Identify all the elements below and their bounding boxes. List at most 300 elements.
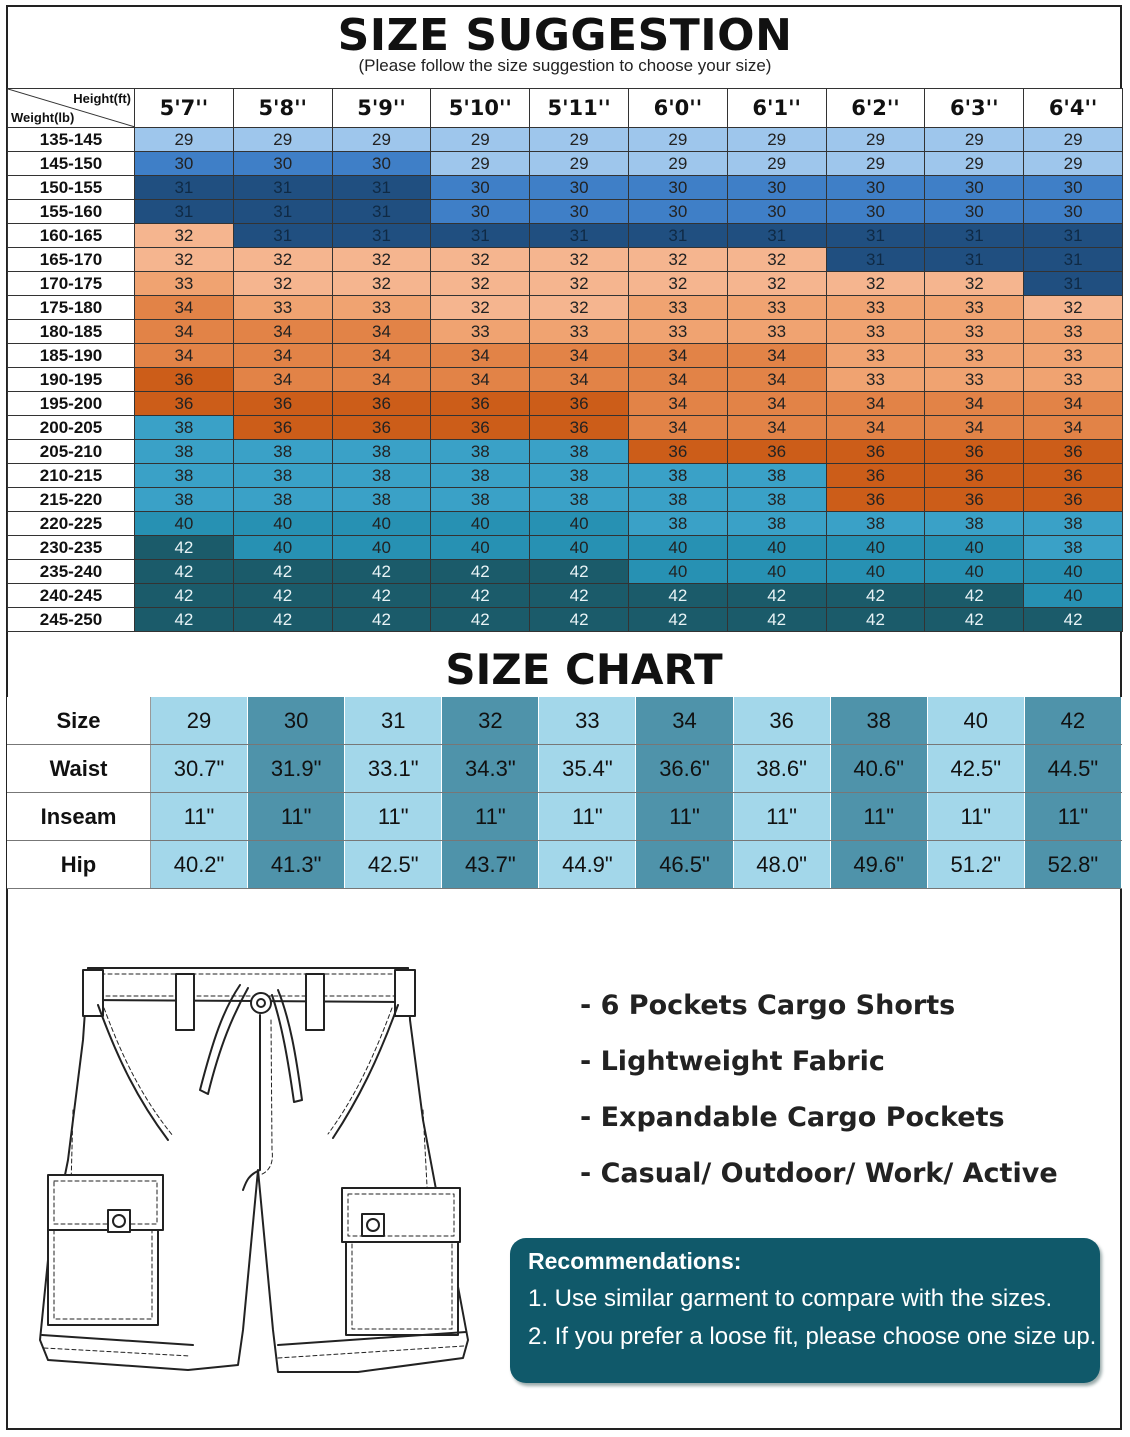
size-chart-cell: 11" xyxy=(442,793,539,841)
size-chart-cell: 11" xyxy=(830,793,927,841)
size-cell: 36 xyxy=(530,416,629,440)
size-cell: 36 xyxy=(1024,464,1123,488)
size-cell: 38 xyxy=(530,488,629,512)
size-chart-table xyxy=(7,697,1122,889)
size-cell: 33 xyxy=(727,320,826,344)
size-cell: 42 xyxy=(135,584,234,608)
table-row xyxy=(8,296,1123,320)
size-cell: 31 xyxy=(332,176,431,200)
size-chart-cell: 11" xyxy=(248,793,345,841)
weight-axis-label: Weight(lb) xyxy=(11,110,75,125)
size-suggestion-table xyxy=(7,88,1123,632)
weight-range-cell: 235-240 xyxy=(8,560,135,584)
size-chart-cell: 33.1" xyxy=(345,745,442,793)
size-cell: 42 xyxy=(628,608,727,632)
size-cell: 36 xyxy=(233,392,332,416)
size-chart-cell: 42 xyxy=(1024,697,1121,745)
size-suggestion-subtitle: (Please follow the size suggestion to choose your size) xyxy=(358,56,772,75)
size-cell: 32 xyxy=(925,272,1024,296)
size-cell: 38 xyxy=(727,488,826,512)
weight-range-cell: 175-180 xyxy=(8,296,135,320)
weight-range-cell: 190-195 xyxy=(8,368,135,392)
size-cell: 30 xyxy=(1024,200,1123,224)
size-cell: 31 xyxy=(233,224,332,248)
size-cell: 34 xyxy=(233,320,332,344)
size-cell: 42 xyxy=(233,560,332,584)
size-chart-cell: 41.3" xyxy=(248,841,345,889)
size-cell: 38 xyxy=(135,416,234,440)
height-header: 5'11'' xyxy=(530,89,629,128)
size-cell: 29 xyxy=(530,152,629,176)
size-cell: 40 xyxy=(135,512,234,536)
weight-range-cell: 165-170 xyxy=(8,248,135,272)
size-cell: 42 xyxy=(233,608,332,632)
size-cell: 31 xyxy=(925,248,1024,272)
size-cell: 33 xyxy=(925,344,1024,368)
size-cell: 42 xyxy=(628,584,727,608)
size-chart-cell: 11" xyxy=(927,793,1024,841)
size-cell: 33 xyxy=(925,296,1024,320)
size-cell: 32 xyxy=(530,248,629,272)
size-cell: 38 xyxy=(135,464,234,488)
size-cell: 29 xyxy=(332,128,431,152)
size-cell: 30 xyxy=(628,176,727,200)
recommendations-title: Recommendations: xyxy=(528,1248,742,1274)
size-cell: 38 xyxy=(727,464,826,488)
size-cell: 31 xyxy=(1024,272,1123,296)
size-cell: 34 xyxy=(233,344,332,368)
size-cell: 30 xyxy=(628,200,727,224)
size-cell: 29 xyxy=(826,128,925,152)
size-cell: 29 xyxy=(727,152,826,176)
size-cell: 34 xyxy=(332,344,431,368)
size-cell: 29 xyxy=(1024,128,1123,152)
size-cell: 42 xyxy=(826,608,925,632)
size-cell: 34 xyxy=(431,368,530,392)
size-cell: 38 xyxy=(233,488,332,512)
weight-range-cell: 195-200 xyxy=(8,392,135,416)
size-cell: 36 xyxy=(135,368,234,392)
size-cell: 34 xyxy=(727,344,826,368)
size-cell: 38 xyxy=(530,464,629,488)
size-chart-cell: 34 xyxy=(636,697,733,745)
table-row xyxy=(8,584,1123,608)
table-row xyxy=(8,272,1123,296)
recommendations-box xyxy=(510,1238,1100,1383)
size-cell: 29 xyxy=(925,152,1024,176)
size-cell: 34 xyxy=(431,344,530,368)
recommendation-item: 1. Use similar garment to compare with the sizes. xyxy=(528,1285,1053,1312)
size-cell: 42 xyxy=(332,608,431,632)
table-row xyxy=(7,841,1122,889)
size-cell: 31 xyxy=(135,200,234,224)
size-cell: 34 xyxy=(135,320,234,344)
size-suggestion-title: SIZE SUGGESTION xyxy=(337,10,793,61)
size-cell: 40 xyxy=(431,536,530,560)
size-chart-row-label: Inseam xyxy=(7,793,151,841)
size-chart-row-label: Hip xyxy=(7,841,151,889)
size-chart-cell: 29 xyxy=(151,697,248,745)
size-cell: 34 xyxy=(135,296,234,320)
size-cell: 40 xyxy=(1024,560,1123,584)
height-header: 6'1'' xyxy=(727,89,826,128)
size-cell: 36 xyxy=(1024,488,1123,512)
size-cell: 32 xyxy=(727,248,826,272)
size-cell: 33 xyxy=(332,296,431,320)
size-cell: 42 xyxy=(135,608,234,632)
feature-item: - 6 Pockets Cargo Shorts xyxy=(580,990,956,1021)
table-row xyxy=(8,248,1123,272)
size-cell: 31 xyxy=(431,224,530,248)
size-cell: 42 xyxy=(1024,608,1123,632)
size-cell: 31 xyxy=(826,224,925,248)
size-cell: 31 xyxy=(628,224,727,248)
feature-item: - Lightweight Fabric xyxy=(580,1046,885,1077)
size-cell: 38 xyxy=(1024,536,1123,560)
size-chart-cell: 46.5" xyxy=(636,841,733,889)
weight-range-cell: 185-190 xyxy=(8,344,135,368)
size-cell: 42 xyxy=(727,608,826,632)
size-chart-row-label: Waist xyxy=(7,745,151,793)
weight-range-cell: 180-185 xyxy=(8,320,135,344)
size-chart-row-label: Size xyxy=(7,697,151,745)
size-cell: 34 xyxy=(826,416,925,440)
table-row xyxy=(8,536,1123,560)
size-cell: 34 xyxy=(628,368,727,392)
size-cell: 42 xyxy=(530,584,629,608)
size-cell: 36 xyxy=(332,392,431,416)
size-cell: 42 xyxy=(135,536,234,560)
height-header: 5'8'' xyxy=(233,89,332,128)
table-row xyxy=(8,200,1123,224)
size-cell: 33 xyxy=(925,368,1024,392)
size-cell: 30 xyxy=(925,200,1024,224)
size-cell: 30 xyxy=(530,176,629,200)
height-header: 6'2'' xyxy=(826,89,925,128)
size-cell: 30 xyxy=(431,176,530,200)
size-cell: 34 xyxy=(925,392,1024,416)
size-cell: 34 xyxy=(727,392,826,416)
size-cell: 30 xyxy=(530,200,629,224)
size-cell: 32 xyxy=(135,224,234,248)
size-cell: 33 xyxy=(628,320,727,344)
size-cell: 42 xyxy=(332,584,431,608)
size-cell: 34 xyxy=(1024,416,1123,440)
feature-item: - Casual/ Outdoor/ Work/ Active xyxy=(580,1158,1058,1189)
size-cell: 34 xyxy=(332,368,431,392)
size-cell: 33 xyxy=(135,272,234,296)
size-cell: 36 xyxy=(431,416,530,440)
height-axis-label: Height(ft) xyxy=(73,91,131,106)
size-cell: 40 xyxy=(925,536,1024,560)
size-cell: 31 xyxy=(826,248,925,272)
size-cell: 40 xyxy=(826,560,925,584)
size-cell: 32 xyxy=(530,296,629,320)
table-row xyxy=(8,440,1123,464)
table-row xyxy=(8,224,1123,248)
size-cell: 42 xyxy=(826,584,925,608)
size-cell: 33 xyxy=(826,320,925,344)
size-chart-cell: 42.5" xyxy=(345,841,442,889)
size-chart-cell: 40.6" xyxy=(830,745,927,793)
recommendation-item: 2. If you prefer a loose fit, please choose one size up. xyxy=(528,1323,1097,1350)
size-cell: 42 xyxy=(431,584,530,608)
size-cell: 40 xyxy=(826,536,925,560)
size-cell: 30 xyxy=(332,152,431,176)
size-cell: 36 xyxy=(826,488,925,512)
size-cell: 30 xyxy=(925,176,1024,200)
size-chart-cell: 43.7" xyxy=(442,841,539,889)
size-cell: 30 xyxy=(135,152,234,176)
size-cell: 38 xyxy=(431,440,530,464)
size-cell: 30 xyxy=(826,176,925,200)
table-row xyxy=(8,152,1123,176)
table-row xyxy=(8,608,1123,632)
size-cell: 42 xyxy=(530,560,629,584)
size-cell: 40 xyxy=(431,512,530,536)
height-header: 5'10'' xyxy=(431,89,530,128)
size-chart-cell: 52.8" xyxy=(1024,841,1121,889)
size-chart-cell: 30 xyxy=(248,697,345,745)
size-cell: 33 xyxy=(628,296,727,320)
size-cell: 36 xyxy=(826,464,925,488)
weight-range-cell: 245-250 xyxy=(8,608,135,632)
size-cell: 32 xyxy=(826,272,925,296)
size-cell: 29 xyxy=(826,152,925,176)
size-cell: 34 xyxy=(727,368,826,392)
size-cell: 36 xyxy=(826,440,925,464)
size-cell: 36 xyxy=(135,392,234,416)
table-row xyxy=(8,320,1123,344)
size-cell: 31 xyxy=(332,200,431,224)
size-cell: 32 xyxy=(431,272,530,296)
size-chart-cell: 32 xyxy=(442,697,539,745)
size-cell: 40 xyxy=(925,560,1024,584)
size-cell: 40 xyxy=(1024,584,1123,608)
size-cell: 40 xyxy=(530,536,629,560)
size-cell: 40 xyxy=(332,536,431,560)
weight-range-cell: 210-215 xyxy=(8,464,135,488)
size-cell: 33 xyxy=(233,296,332,320)
size-cell: 36 xyxy=(925,488,1024,512)
size-chart-cell: 38 xyxy=(830,697,927,745)
size-cell: 36 xyxy=(925,464,1024,488)
size-cell: 33 xyxy=(1024,368,1123,392)
size-chart-cell: 44.9" xyxy=(539,841,636,889)
size-chart-cell: 31.9" xyxy=(248,745,345,793)
size-cell: 34 xyxy=(727,416,826,440)
size-cell: 33 xyxy=(925,320,1024,344)
size-cell: 29 xyxy=(1024,152,1123,176)
size-cell: 40 xyxy=(628,560,727,584)
size-cell: 30 xyxy=(727,176,826,200)
size-cell: 34 xyxy=(1024,392,1123,416)
size-chart-cell: 34.3" xyxy=(442,745,539,793)
size-chart-cell: 40.2" xyxy=(151,841,248,889)
size-cell: 34 xyxy=(530,368,629,392)
size-cell: 33 xyxy=(826,368,925,392)
table-header-row xyxy=(8,89,1123,128)
size-cell: 42 xyxy=(431,608,530,632)
size-cell: 36 xyxy=(530,392,629,416)
weight-range-cell: 155-160 xyxy=(8,200,135,224)
size-cell: 42 xyxy=(530,608,629,632)
size-cell: 29 xyxy=(431,152,530,176)
size-chart-cell: 11" xyxy=(733,793,830,841)
size-cell: 32 xyxy=(332,248,431,272)
size-chart-cell: 30.7" xyxy=(151,745,248,793)
size-cell: 30 xyxy=(431,200,530,224)
size-cell: 40 xyxy=(530,512,629,536)
weight-range-cell: 220-225 xyxy=(8,512,135,536)
size-cell: 34 xyxy=(628,416,727,440)
size-cell: 31 xyxy=(530,224,629,248)
size-cell: 36 xyxy=(233,416,332,440)
size-cell: 38 xyxy=(530,440,629,464)
size-cell: 38 xyxy=(431,488,530,512)
size-cell: 34 xyxy=(826,392,925,416)
size-cell: 42 xyxy=(233,584,332,608)
weight-range-cell: 150-155 xyxy=(8,176,135,200)
size-cell: 42 xyxy=(332,560,431,584)
size-cell: 32 xyxy=(628,272,727,296)
weight-range-cell: 135-145 xyxy=(8,128,135,152)
table-row xyxy=(7,697,1122,745)
size-cell: 34 xyxy=(628,392,727,416)
table-row xyxy=(8,416,1123,440)
size-cell: 40 xyxy=(628,536,727,560)
size-chart-cell: 38.6" xyxy=(733,745,830,793)
table-row xyxy=(8,560,1123,584)
size-cell: 42 xyxy=(135,560,234,584)
size-cell: 32 xyxy=(431,248,530,272)
weight-range-cell: 145-150 xyxy=(8,152,135,176)
corner-cell xyxy=(8,89,135,128)
size-cell: 38 xyxy=(332,440,431,464)
size-chart-cell: 11" xyxy=(1024,793,1121,841)
size-cell: 38 xyxy=(628,488,727,512)
size-cell: 32 xyxy=(233,272,332,296)
size-cell: 42 xyxy=(727,584,826,608)
size-cell: 40 xyxy=(727,560,826,584)
size-cell: 38 xyxy=(826,512,925,536)
size-cell: 38 xyxy=(727,512,826,536)
size-cell: 34 xyxy=(530,344,629,368)
size-chart-cell: 11" xyxy=(345,793,442,841)
size-cell: 32 xyxy=(135,248,234,272)
size-chart-cell: 33 xyxy=(539,697,636,745)
height-header: 6'3'' xyxy=(925,89,1024,128)
weight-range-cell: 230-235 xyxy=(8,536,135,560)
size-cell: 32 xyxy=(1024,296,1123,320)
size-chart-cell: 11" xyxy=(636,793,733,841)
size-chart-cell: 49.6" xyxy=(830,841,927,889)
weight-range-cell: 200-205 xyxy=(8,416,135,440)
size-cell: 36 xyxy=(431,392,530,416)
size-cell: 34 xyxy=(628,344,727,368)
height-header: 5'7'' xyxy=(135,89,234,128)
size-cell: 38 xyxy=(233,464,332,488)
table-row xyxy=(8,488,1123,512)
size-cell: 32 xyxy=(628,248,727,272)
size-cell: 36 xyxy=(628,440,727,464)
size-cell: 40 xyxy=(332,512,431,536)
size-cell: 42 xyxy=(925,584,1024,608)
size-cell: 40 xyxy=(727,536,826,560)
size-cell: 33 xyxy=(727,296,826,320)
size-cell: 40 xyxy=(233,536,332,560)
table-row xyxy=(8,512,1123,536)
size-chart-cell: 11" xyxy=(151,793,248,841)
size-cell: 31 xyxy=(332,224,431,248)
size-cell: 42 xyxy=(431,560,530,584)
size-cell: 33 xyxy=(431,320,530,344)
size-chart-cell: 42.5" xyxy=(927,745,1024,793)
size-cell: 30 xyxy=(233,152,332,176)
size-cell: 31 xyxy=(925,224,1024,248)
size-chart-cell: 36.6" xyxy=(636,745,733,793)
size-cell: 32 xyxy=(233,248,332,272)
table-row xyxy=(8,128,1123,152)
weight-range-cell: 215-220 xyxy=(8,488,135,512)
weight-range-cell: 205-210 xyxy=(8,440,135,464)
table-row xyxy=(7,745,1122,793)
table-row xyxy=(8,176,1123,200)
feature-item: - Expandable Cargo Pockets xyxy=(580,1102,1005,1133)
size-cell: 38 xyxy=(233,440,332,464)
size-cell: 32 xyxy=(431,296,530,320)
size-cell: 38 xyxy=(628,512,727,536)
size-cell: 33 xyxy=(1024,320,1123,344)
size-cell: 40 xyxy=(233,512,332,536)
table-row xyxy=(7,793,1122,841)
size-cell: 34 xyxy=(233,368,332,392)
size-cell: 36 xyxy=(925,440,1024,464)
size-cell: 29 xyxy=(135,128,234,152)
size-cell: 32 xyxy=(530,272,629,296)
size-cell: 32 xyxy=(332,272,431,296)
size-chart-cell: 11" xyxy=(539,793,636,841)
table-row xyxy=(8,392,1123,416)
size-chart-title: SIZE CHART xyxy=(445,645,723,694)
size-cell: 30 xyxy=(1024,176,1123,200)
size-cell: 38 xyxy=(628,464,727,488)
size-cell: 38 xyxy=(135,488,234,512)
size-cell: 29 xyxy=(431,128,530,152)
size-cell: 32 xyxy=(727,272,826,296)
size-cell: 29 xyxy=(925,128,1024,152)
weight-range-cell: 170-175 xyxy=(8,272,135,296)
size-cell: 38 xyxy=(1024,512,1123,536)
size-cell: 29 xyxy=(628,152,727,176)
size-chart-cell: 31 xyxy=(345,697,442,745)
size-cell: 31 xyxy=(727,224,826,248)
size-cell: 29 xyxy=(530,128,629,152)
size-chart-cell: 48.0" xyxy=(733,841,830,889)
table-row xyxy=(8,344,1123,368)
size-cell: 31 xyxy=(1024,224,1123,248)
size-cell: 31 xyxy=(1024,248,1123,272)
height-header: 6'4'' xyxy=(1024,89,1123,128)
table-row xyxy=(8,464,1123,488)
size-cell: 36 xyxy=(1024,440,1123,464)
size-cell: 38 xyxy=(431,464,530,488)
size-cell: 38 xyxy=(925,512,1024,536)
size-cell: 33 xyxy=(826,296,925,320)
cargo-shorts-illustration xyxy=(28,960,488,1390)
size-cell: 31 xyxy=(233,176,332,200)
size-cell: 38 xyxy=(332,488,431,512)
